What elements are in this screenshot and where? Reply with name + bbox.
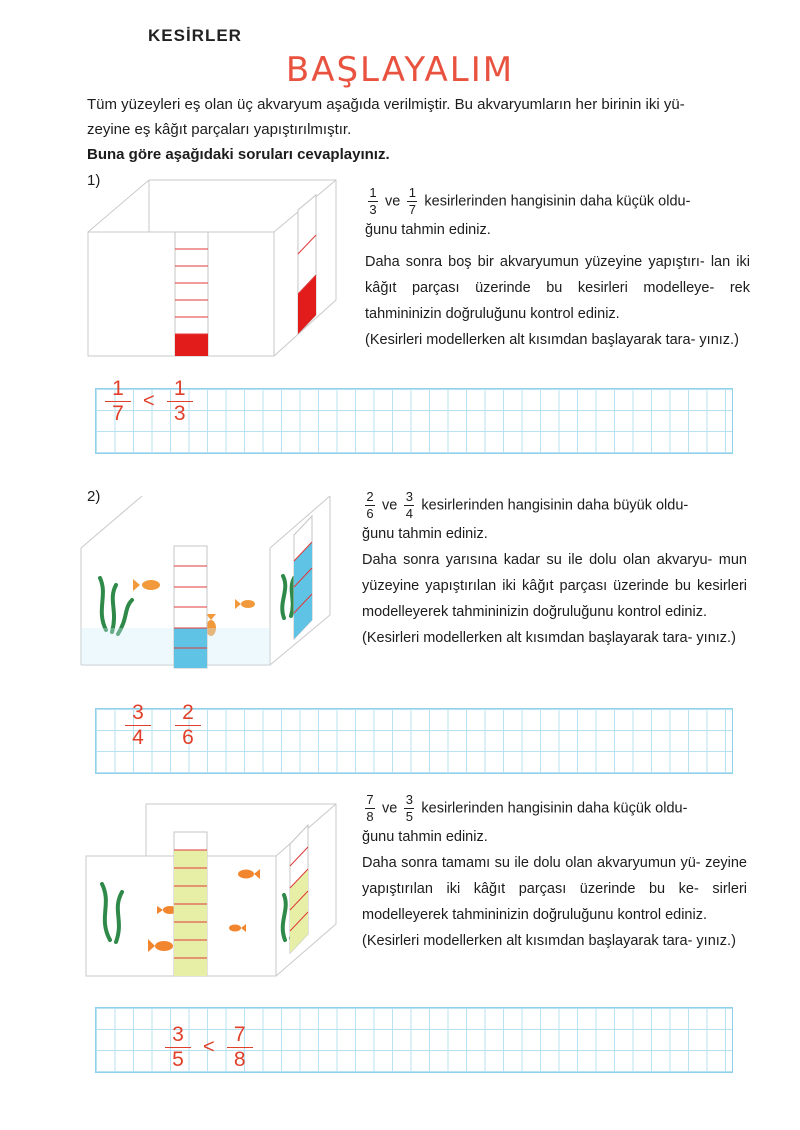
question-2-line-2: ğunu tahmin ediniz. bbox=[362, 526, 488, 542]
paper-strip-seven-eighths bbox=[174, 832, 207, 976]
answer-3-left-fraction: 3 5 bbox=[165, 1024, 191, 1071]
answer-3-right-fraction: 7 8 bbox=[227, 1024, 253, 1071]
answer-1-left-fraction: 1 7 bbox=[105, 378, 131, 425]
paper-strip-one-seventh bbox=[175, 232, 208, 356]
question-3-first-line: $\frac{7}{8}$ ve $\frac{3}{5}$ kesirlerinden hangisinin daha küçük oldu- bbox=[366, 792, 688, 824]
answer-2 bbox=[125, 702, 201, 749]
seaweed-right-icon bbox=[282, 576, 294, 618]
paper-strip-three-fourths bbox=[294, 516, 312, 639]
question-3-note: (Kesirleri modellerken alt kısımdan başlayarak tara- yınız.) bbox=[362, 933, 736, 949]
question-1-text bbox=[365, 186, 750, 353]
question-1-first-line: $\frac{1}{3}$ ve $\frac{1}{7}$ kesirlerinden hangisinin daha küçük oldu- bbox=[369, 185, 691, 217]
answer-1 bbox=[105, 378, 193, 425]
question-1-note: (Kesirleri modellerken alt kısımdan başlayarak tara- yınız.) bbox=[365, 332, 739, 348]
answer-2-right-fraction: 2 6 bbox=[175, 702, 201, 749]
page-title: BAŞLAYALIM bbox=[285, 50, 515, 90]
question-2-text bbox=[362, 490, 747, 651]
seaweed-left-icon bbox=[100, 578, 132, 634]
paper-strip-three-fifths bbox=[290, 825, 308, 953]
intro-instruction: Buna göre aşağıdaki soruları cevaplayınız. bbox=[87, 146, 390, 163]
answer-3-operator: < bbox=[203, 1036, 215, 1058]
paper-strip-one-third bbox=[298, 195, 316, 334]
q2-fraction-a: $\frac{2}{6}$ bbox=[366, 489, 374, 521]
intro-line-1: Tüm yüzeyleri eş olan üç akvaryum aşağıda verilmiştir. Bu akvaryumların her birinin iki yü- bbox=[87, 96, 685, 113]
intro-text bbox=[87, 92, 747, 167]
question-2-first-line: $\frac{2}{6}$ ve $\frac{3}{4}$ kesirlerinden hangisinin daha büyük oldu- bbox=[366, 489, 689, 521]
answer-1-operator: < bbox=[143, 390, 155, 412]
question-2-paragraph: Daha sonra yarısına kadar su ile dolu olan akvaryu- mun yüzeyine yapıştırılan iki kâğıt parçası üzerinde bu kesirleri modelleyerek tahmininizin doğruluğunu kontrol ediniz. bbox=[362, 552, 747, 620]
answer-2-left-fraction: 3 4 bbox=[125, 702, 151, 749]
question-1-number: 1) bbox=[87, 172, 101, 189]
chapter-heading: KESİRLER bbox=[148, 26, 242, 45]
answer-3 bbox=[165, 1024, 253, 1071]
aquarium-2-illustration bbox=[78, 490, 358, 675]
q1-fraction-b: $\frac{1}{7}$ bbox=[408, 185, 416, 217]
q2-fraction-b: $\frac{3}{4}$ bbox=[405, 489, 413, 521]
intro-line-2: zeyine eş kâğıt parçaları yapıştırılmıştır. bbox=[87, 121, 352, 138]
q1-fraction-a: $\frac{1}{3}$ bbox=[369, 185, 377, 217]
aquarium-1-illustration bbox=[80, 170, 360, 370]
question-1-line-2: ğunu tahmin ediniz. bbox=[365, 222, 491, 238]
aquarium-3-illustration bbox=[80, 800, 360, 985]
question-3-text bbox=[362, 793, 747, 954]
answer-1-right-fraction: 1 3 bbox=[167, 378, 193, 425]
question-2-note: (Kesirleri modellerken alt kısımdan başlayarak tara- yınız.) bbox=[362, 630, 736, 646]
question-2-number: 2) bbox=[87, 488, 101, 505]
question-3-line-2: ğunu tahmin ediniz. bbox=[362, 829, 488, 845]
paper-strip-two-sixths bbox=[174, 546, 207, 668]
question-3-paragraph: Daha sonra tamamı su ile dolu olan akvaryumun yü- zeyine yapıştırılan iki kâğıt parçası üzerinde bu ke- sirleri modelleyerek tahmininizin doğruluğunu kontrol ediniz. bbox=[362, 855, 747, 923]
q3-fraction-a: $\frac{7}{8}$ bbox=[366, 792, 374, 824]
q3-fraction-b: $\frac{3}{5}$ bbox=[405, 792, 413, 824]
question-1-paragraph: Daha sonra boş bir akvaryumun yüzeyine yapıştırı- lan iki kâğıt parçası üzerinde bu kesirleri modelleye- rek tahmininizin doğruluğunu kontrol ediniz. bbox=[365, 254, 750, 322]
